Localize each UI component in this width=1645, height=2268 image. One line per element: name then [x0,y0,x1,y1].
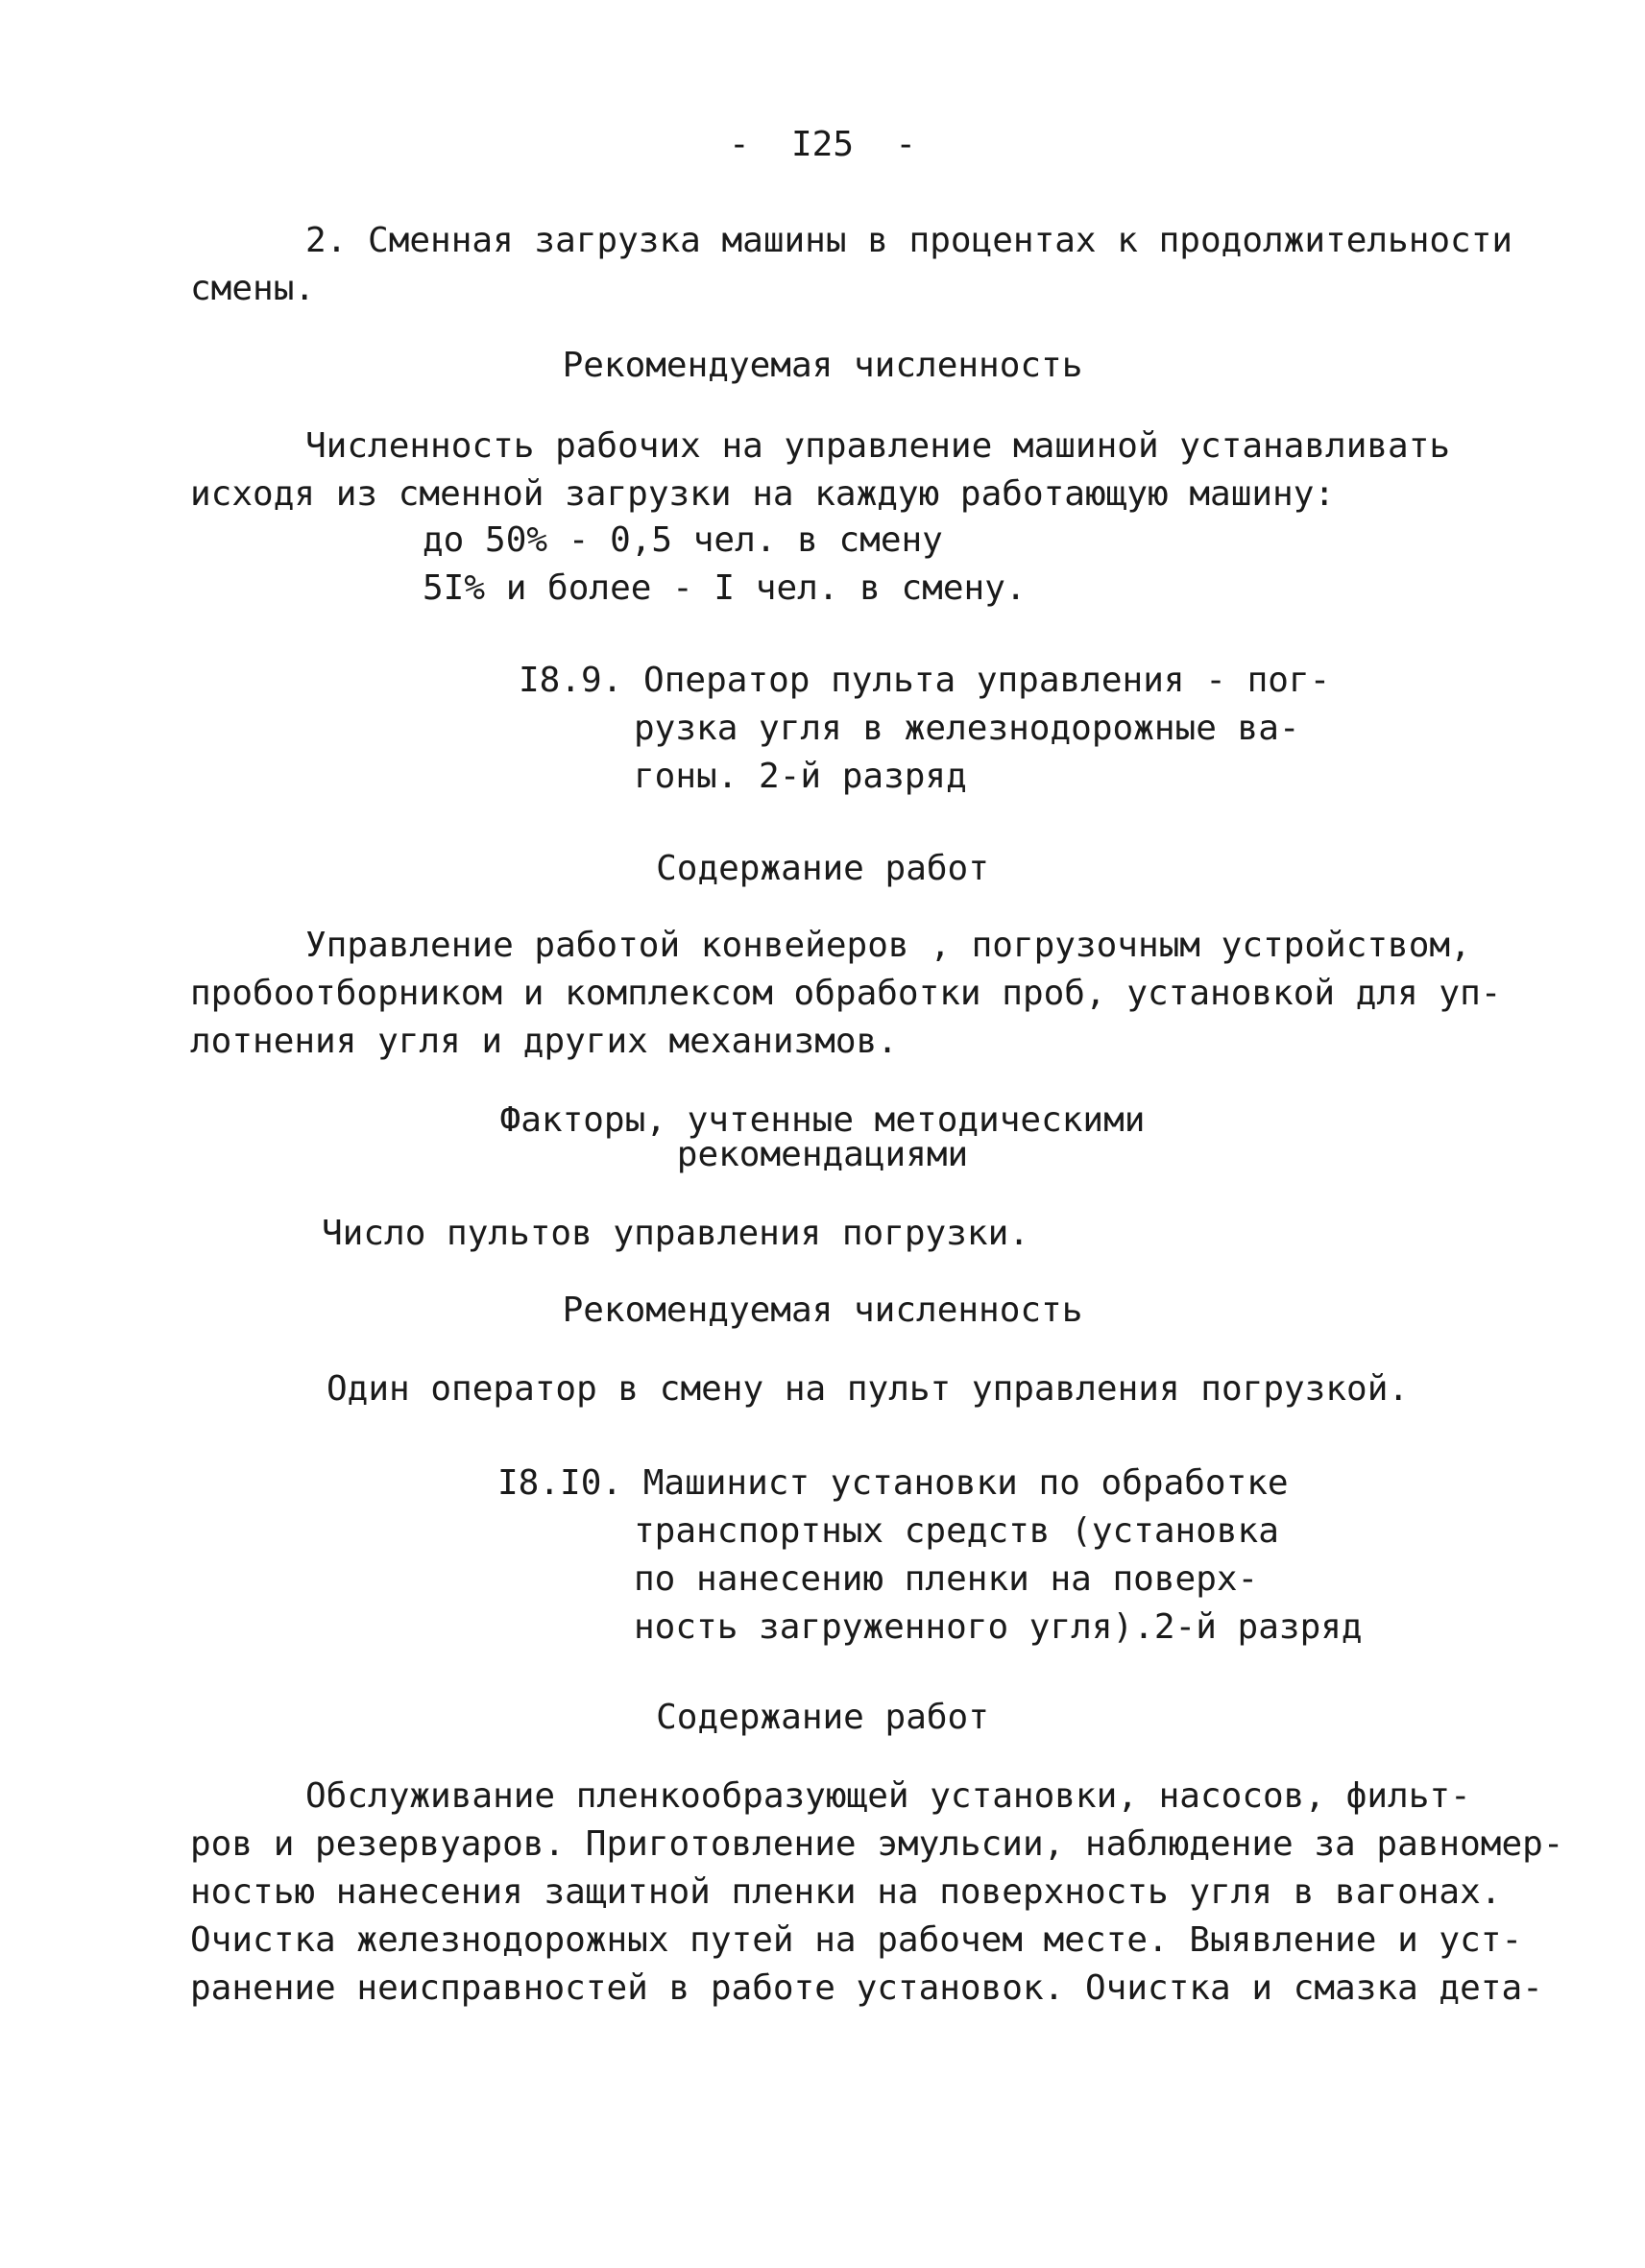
section-18-10-title-line-3: по нанесению пленки на поверх- [634,1559,1259,1599]
section-18-10-content-line-1: Обслуживание пленкообразующей установки, насосов, фильт- [305,1776,1471,1816]
section-18-9-title-line-3: гоны. 2-й разряд [634,757,967,796]
section-18-10-content-line-4: Очистка железнодорожных путей на рабочем месте. Выявление и уст- [190,1920,1523,1960]
recommended-1-line-2: исходя из сменной загрузки на каждую работающую машину: [190,474,1336,514]
section-18-9-recommended-heading: Рекомендуемая численность [562,1291,1083,1330]
page-number: - I25 - [728,125,917,164]
section-18-9-content-line-3: лотнения угля и других механизмов. [190,1022,898,1061]
recommended-1-line-4: 5I% и более - I чел. в смену. [423,568,1027,608]
section-18-10-content-line-5: ранение неисправностей в работе установок. Очистка и смазка дета- [190,1968,1543,2008]
section-18-10-content-line-3: ностью нанесения защитной пленки на поверхность угля в вагонах. [190,1872,1502,1912]
section-18-9-recommended-text: Один оператор в смену на пульт управления погрузкой. [327,1369,1410,1409]
section-18-9-factors-text: Число пультов управления погрузки. [322,1214,1029,1253]
item-2-line-2: смены. [190,269,316,308]
section-18-10-title-line-1: I8.I0. Машинист установки по обработке [497,1463,1289,1503]
item-2-line-1: 2. Сменная загрузка машины в процентах к продолжительности [305,221,1513,260]
recommended-1-line-1: Численность рабочих на управление машиной устанавливать [305,426,1451,466]
section-18-10-content-heading: Содержание работ [656,1698,989,1737]
section-18-9-title-line-1: I8.9. Оператор пульта управления - пог- [519,661,1331,700]
recommended-heading-1: Рекомендуемая численность [562,346,1083,385]
recommended-1-line-3: до 50% - 0,5 чел. в смену [423,520,943,560]
section-18-9-content-heading: Содержание работ [656,849,989,888]
section-18-10-title-line-2: транспортных средств (установка [634,1511,1279,1551]
section-18-9-content-line-2: пробоотборником и комплексом обработки проб, установкой для уп- [190,974,1502,1013]
section-18-9-content-line-1: Управление работой конвейеров , погрузочным устройством, [305,926,1471,965]
section-18-9-title-line-2: рузка угля в железнодорожные ва- [634,709,1300,748]
section-18-9-factors-heading-1: Факторы, учтенные методическими [499,1100,1146,1140]
section-18-10-title-line-4: ность загруженного угля).2-й разряд [634,1607,1363,1647]
section-18-9-factors-heading-2: рекомендациями [676,1135,969,1174]
section-18-10-content-line-2: ров и резервуаров. Приготовление эмульсии, наблюдение за равномер- [190,1824,1564,1864]
